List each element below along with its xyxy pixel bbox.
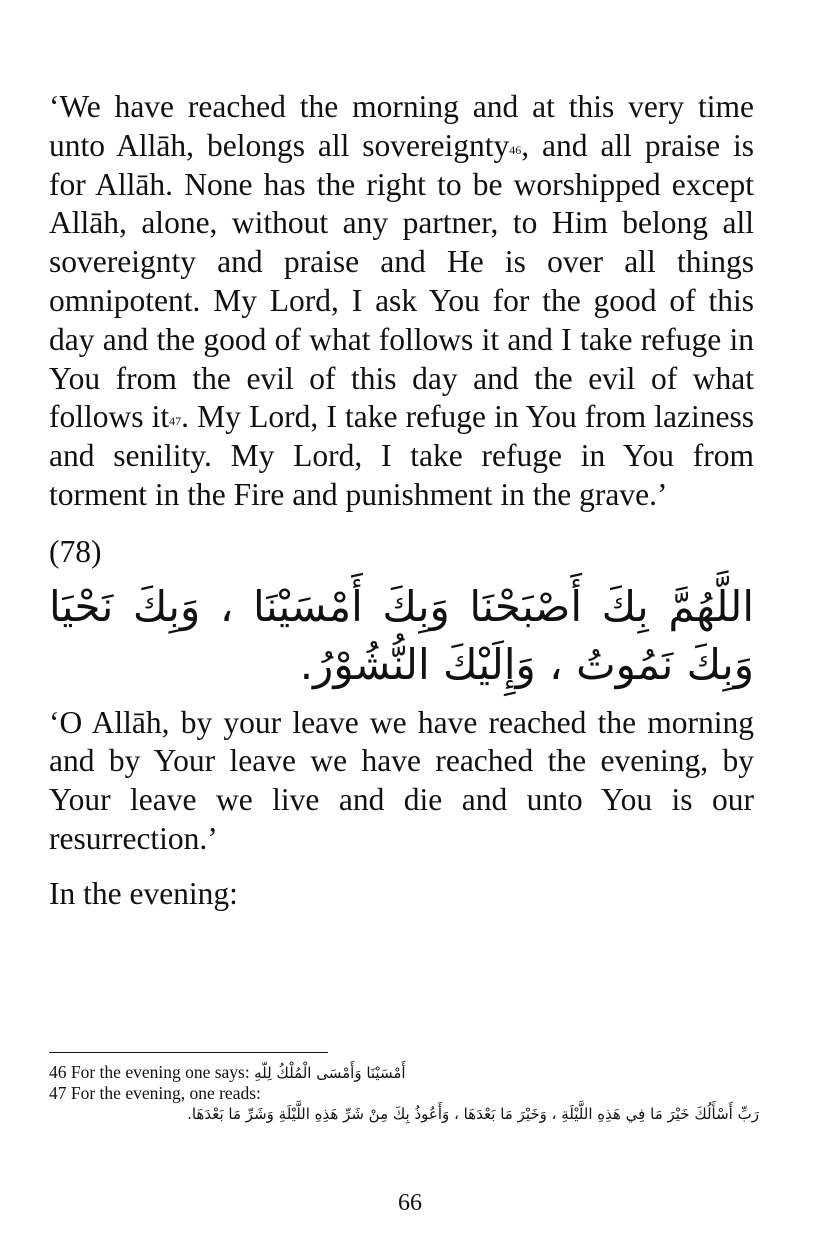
footnote-46	[49, 1062, 759, 1083]
arabic-supplication: اللَّهُمَّ بِكَ أَصْبَحْنَا وَبِكَ أَمْسَيْنَا ، وَبِكَ نَحْيَا وَبِكَ نَمُوتُ ، وَإِلَيْكَ النُّشُوْرُ.	[49, 581, 754, 689]
evening-heading: In the evening:	[49, 875, 238, 911]
paragraph-text-part-2: , and all praise is for Allāh. None has the right to be worshipped except Allāh, alone, without any partner, to Him belong all sovereignty and praise and He is over all things omnipotent. My Lord, I ask You for the good of this day and the good of what follows it and I take refuge in You from the evil of this day and the evil of what follows it	[49, 127, 754, 435]
footnote-47: 47 For the evening, one reads:	[49, 1083, 261, 1103]
paragraph-text-part-1: ‘We have reached the morning and at this very time unto Allāh, belongs all sovereignty	[49, 89, 754, 163]
footnote-46-text: 46 For the evening one says:	[49, 1062, 255, 1082]
footnote-divider	[49, 1052, 328, 1053]
footnote-ref-47: 47	[169, 414, 182, 429]
morning-supplication-paragraph	[49, 88, 754, 515]
footnotes	[49, 1062, 759, 1125]
footnote-46-arabic: أَمْسَيْنَا وَأَمْسَى الْمُلْكُ لِلّهِ	[254, 1064, 406, 1082]
paragraph-text-part-3: . My Lord, I take refuge in You from laziness and senility. My Lord, I take refuge in You from torment in the Fire and punishment in the grave.’	[49, 399, 754, 512]
footnote-ref-46: 46	[509, 142, 522, 157]
page-number: 66	[398, 1190, 422, 1216]
supplication-number: (78)	[49, 533, 102, 569]
translation-paragraph: ‘O Allāh, by your leave we have reached the morning and by Your leave we have reached the evening, by Your leave we live and die and unto You is our resurrection.’	[49, 704, 754, 856]
footnote-47-arabic: رَبِّ أَسْأَلُكَ خَيْرَ مَا فِي هَذِهِ اللَّيْلَةِ ، وَخَيْرَ مَا بَعْدَهَا ، وَأَعُوذُ بِكَ مِنْ شَرِّ هَذِهِ اللَّيْلَةِ وَشَرِّ مَا بَعْدَهَا.	[187, 1105, 759, 1123]
main-text	[49, 88, 754, 914]
